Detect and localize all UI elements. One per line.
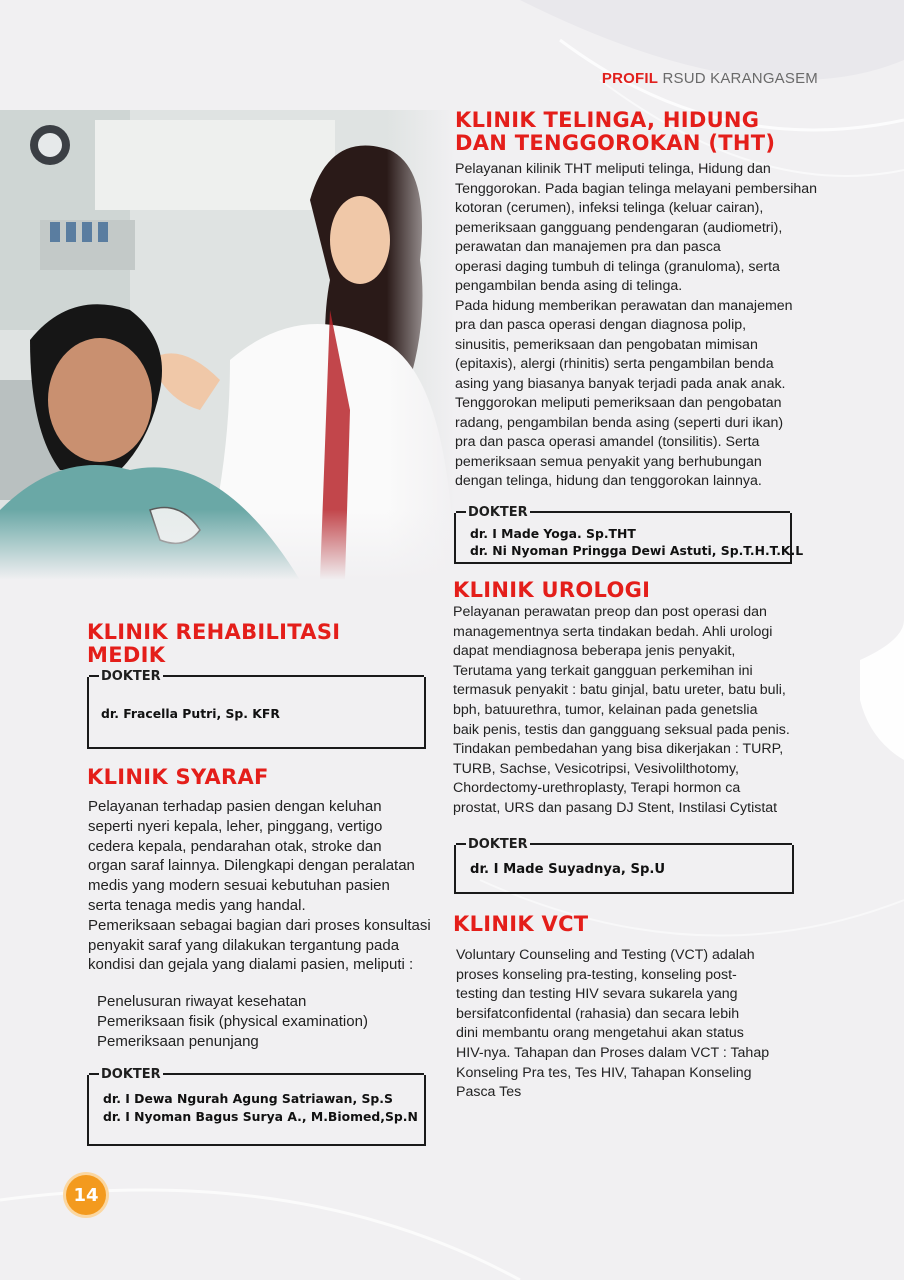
urologi-description: [453, 603, 893, 819]
tht-title: [455, 109, 775, 155]
rehab-title-line1: KLINIK REHABILITASI: [87, 620, 341, 644]
urologi-doctor-1: dr. I Made Suyadnya, Sp.U: [470, 862, 666, 877]
rehab-doctor-1: dr. Fracella Putri, Sp. KFR: [101, 706, 280, 721]
header-profil: PROFIL: [601, 70, 659, 87]
syaraf-list: [97, 992, 437, 1051]
tht-doctor-1: dr. I Made Yoga. Sp.THT: [470, 526, 636, 541]
vct-description: [456, 946, 896, 1103]
syaraf-list-item-2: Pemeriksaan fisik (physical examination): [97, 1012, 368, 1030]
clinic-photo: [0, 110, 455, 580]
syaraf-text: Pelayanan terhadap pasien dengan keluhan seperti nyeri kepala, leher, pinggang, vertigo cedera kepala, pendarahan otak, stroke dan organ saraf lainnya. Dilengkapi dengan peralatan medis yang modern sesuai kebutuhan pasien serta tenaga medis yang handal. Pemeriksaan sebagai bagian dari proses konsultasi penyakit saraf yang dilakukan tergantung pada kondisi dan gejala yang dialami pasien, meliputi :: [88, 798, 431, 974]
rehab-title: [87, 621, 340, 667]
tht-title-line1: KLINIK TELINGA, HIDUNG: [455, 108, 760, 132]
page-header: [602, 70, 818, 87]
syaraf-list-item-3: Pemeriksaan penunjang: [97, 1032, 259, 1050]
tht-title-line2: DAN TENGGOROKAN (THT): [455, 131, 776, 155]
urologi-title: KLINIK UROLOGI: [453, 578, 651, 602]
syaraf-doctor-box: [87, 1066, 426, 1146]
syaraf-doctor-label: DOKTER: [101, 1066, 161, 1082]
rehab-title-line2: MEDIK: [87, 643, 166, 667]
vct-title: KLINIK VCT: [453, 912, 589, 936]
tht-doctor-2: dr. Ni Nyoman Pringga Dewi Astuti, Sp.T.H.T.K.L: [470, 543, 804, 558]
rehab-doctor-box: [87, 668, 426, 749]
urologi-doctor-box: [454, 836, 794, 894]
tht-description: [455, 160, 895, 492]
syaraf-doctor-1: dr. I Dewa Ngurah Agung Satriawan, Sp.S: [103, 1091, 393, 1106]
page-number: 14: [66, 1175, 106, 1215]
header-organization: RSUD KARANGASEM: [662, 70, 818, 87]
tht-text: Pelayanan kilinik THT meliputi telinga, Hidung dan Tenggorokan. Pada bagian telinga melayani pembersihan kotoran (cerumen), infeksi telinga (keluar cairan), pemeriksaan gangguang pendengaran (audiometri), perawatan dan manajemen pra dan pasca operasi daging tumbuh di telinga (granuloma), serta pengambilan benda asing di telinga. Pada hidung memberikan perawatan dan manajemen pra dan pasca operasi dengan diagnosa polip, sinusitis, pemeriksaan dan pengobatan mimisan (epitaxis), alergi (rhinitis) serta pengambilan benda asing yang biasanya banyak terjadi pada anak anak. Tenggorokan meliputi pemeriksaan dan pengobatan radang, pengambilan benda asing (seperti duri ikan) pra dan pasca operasi amandel (tonsilitis). Serta pemeriksaan semua penyakit yang berhubungan dengan telinga, hidung dan tenggorokan lainnya.: [455, 161, 818, 489]
syaraf-list-item-1: Penelusuran riwayat kesehatan: [97, 993, 307, 1010]
urologi-doctor-label: DOKTER: [468, 836, 528, 852]
syaraf-title: KLINIK SYARAF: [87, 765, 269, 789]
syaraf-doctor-2: dr. I Nyoman Bagus Surya A., M.Biomed,Sp.N: [103, 1109, 418, 1124]
urologi-text: Pelayanan perawatan preop dan post operasi dan managementnya serta tindakan bedah. Ahli urologi dapat mendiagnosa beberapa jenis penyakit, Terutama yang terkait gangguan perkemihan ini termasuk penyakit : batu ginjal, batu ureter, batu buli, bph, batuurethra, tumor, kelainan pada genetslia baik penis, testis dan gangguang seksual pada penis. Tindakan pembedahan yang bisa dikerjakan : TURP, TURB, Sachse, Vesicotripsi, Vesivolilthotomy, Chordectomy-urethroplasty, Terapi hormon ca prostat, URS dan pasang DJ Stent, Instilasi Cytistat: [453, 604, 790, 816]
tht-doctor-label: DOKTER: [468, 504, 528, 520]
vct-text: Voluntary Counseling and Testing (VCT) adalah proses konseling pra-testing, konseling post- testing dan testing HIV sevara sukarela yang bersifatconfidental (rahasia) dan secara lebih dini membantu orang mengetahui akan status HIV-nya. Tahapan dan Proses dalam VCT : Tahap Konseling Pra tes, Tes HIV, Tahapan Konseling Pasca Tes: [456, 947, 770, 1101]
rehab-doctor-label: DOKTER: [101, 668, 161, 684]
tht-doctor-box: [454, 504, 804, 564]
syaraf-description: [88, 797, 448, 975]
